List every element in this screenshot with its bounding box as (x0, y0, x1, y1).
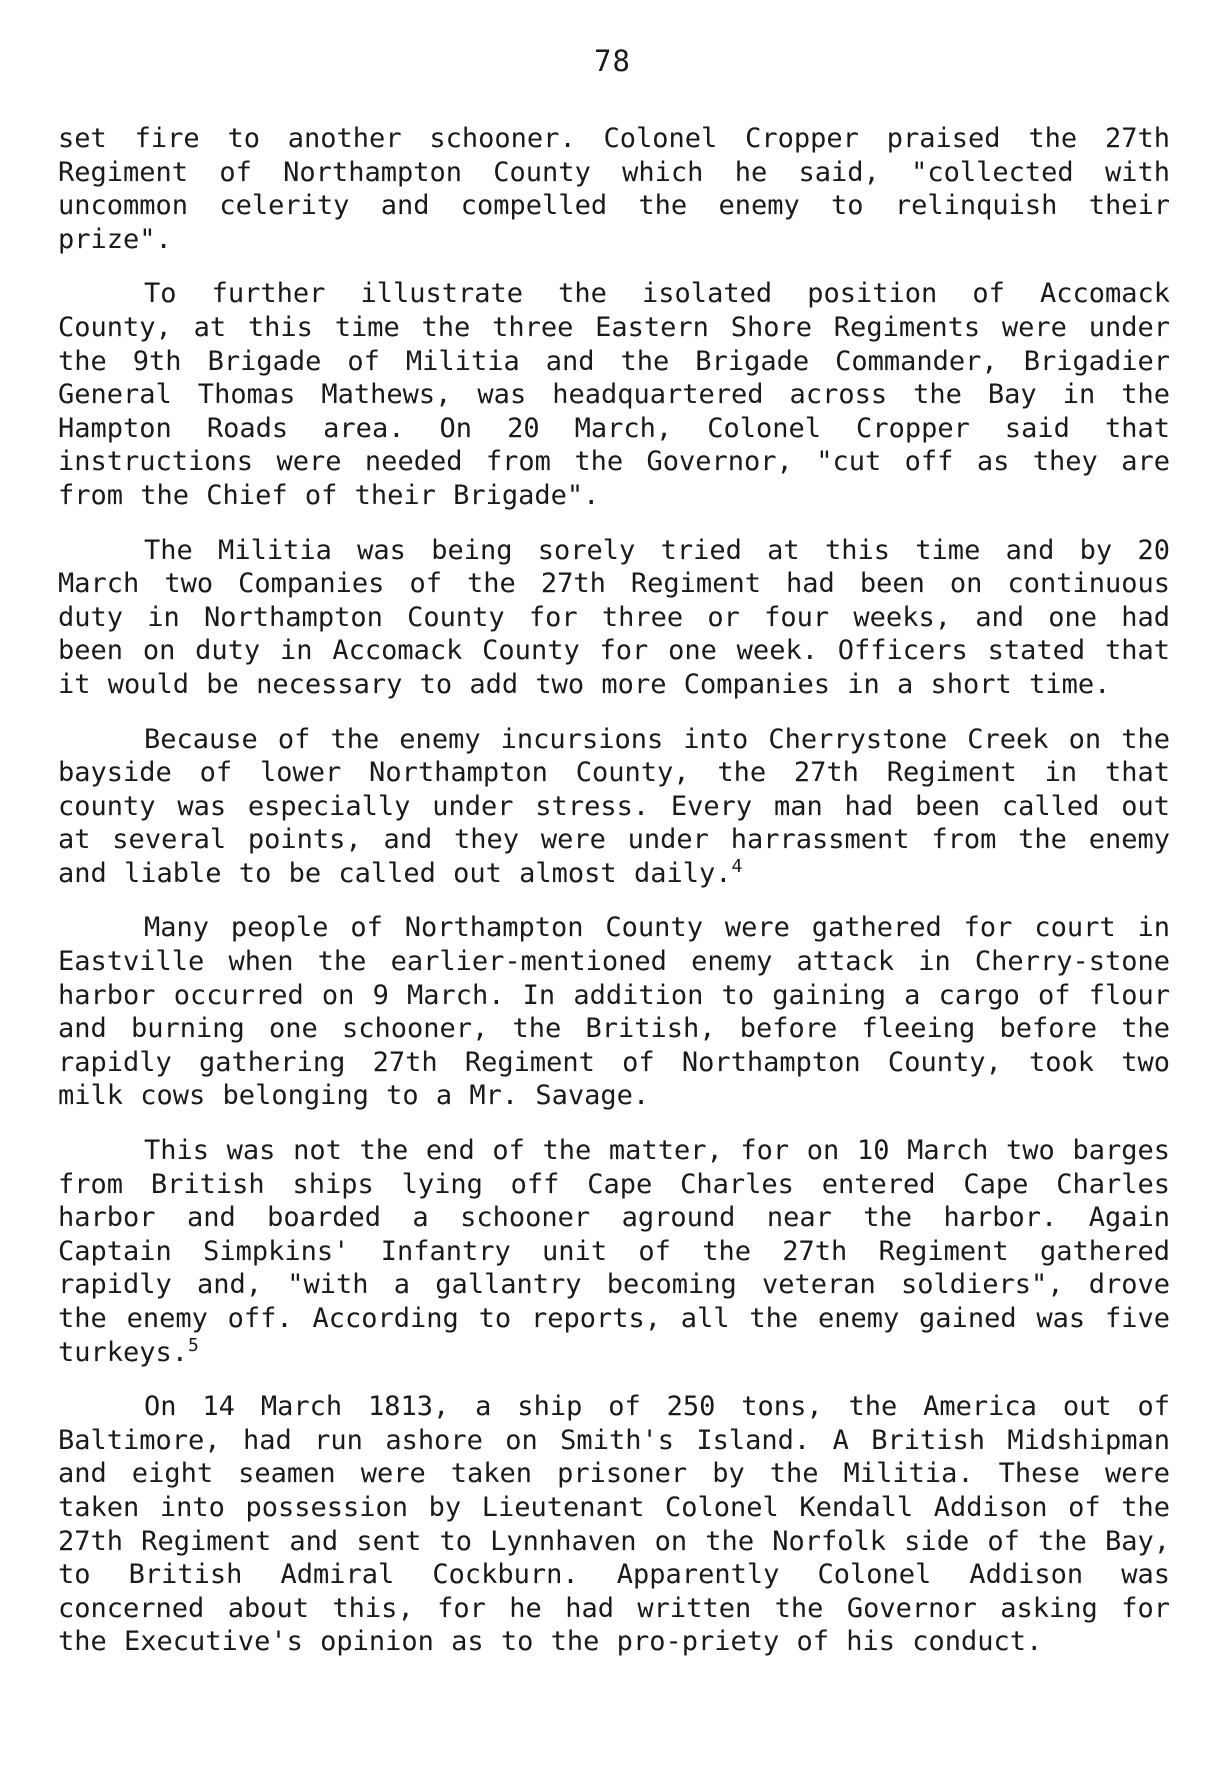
paragraph (58, 534, 1170, 702)
paragraph (58, 1134, 1170, 1369)
paragraph (58, 911, 1170, 1113)
paragraph (58, 723, 1170, 891)
footnote-marker: 4 (731, 855, 743, 877)
paragraph-text: This was not the end of the matter, for on 10 March two barges from British ships lying off Cape Charles entered Cape Charles harbor and boarded a schooner aground near the harbor. Again Captain Simpkins' Infantry unit of the 27th Regiment gathered rapidly and, "with a gallantry becoming veteran soldiers", drove the enemy off. According to reports, all the enemy gained was five turkeys. (58, 1135, 1170, 1368)
footnote-marker: 5 (188, 1334, 199, 1356)
paragraph-text: Many people of Northampton County were gathered for court in Eastville when the earlier-mentioned enemy attack in Cherry-stone harbor occurred on 9 March. In addition to gaining a cargo of flour and burning one schooner, the British, before fleeing before the rapidly gathering 27th Regiment of Northampton County, took two milk cows belonging to a Mr. Savage. (58, 912, 1170, 1112)
page-number: 78 (594, 44, 631, 78)
paragraph-text: Because of the enemy incursions into Cherrystone Creek on the bayside of lower Northampton County, the 27th Regiment in that county was especially under stress. Every man had been called out at several points, and they were under harrassment from the enemy and liable to be called out almost daily. (58, 723, 1170, 889)
paragraph-text: On 14 March 1813, a ship of 250 tons, the America out of Baltimore, had run ashore on Smith's Island. A British Midshipman and eight seamen were taken prisoner by the Militia. These were taken into possession by Lieutenant Colonel Kendall Addison of the 27th Regiment and sent to Lynnhaven on the Norfolk side of the Bay, to British Admiral Cockburn. Apparently Colonel Addison was concerned about this, for he had written the Governor asking for the Executive's opinion as to the pro-priety of his conduct. (58, 1391, 1170, 1658)
body-text (58, 122, 1170, 1680)
paragraph-text: To further illustrate the isolated position of Accomack County, at this time the three Eastern Shore Regiments were under the 9th Brigade of Militia and the Brigade Commander, Brigadier General Thomas Mathews, was headquartered across the Bay in the Hampton Roads area. On 20 March, Colonel Cropper said that instructions were needed from the Governor, "cut off as they are from the Chief of their Brigade". (58, 278, 1170, 511)
paragraph (58, 122, 1170, 256)
paragraph (58, 277, 1170, 512)
paragraph-text: set fire to another schooner. Colonel Cropper praised the 27th Regiment of Northampton County which he said, "collected with uncommon celerity and compelled the enemy to relinquish their prize". (58, 123, 1170, 255)
paragraph-text: The Militia was being sorely tried at this time and by 20 March two Companies of the 27th Regiment had been on continuous duty in Northampton County for three or four weeks, and one had been on duty in Accomack County for one week. Officers stated that it would be necessary to add two more Companies in a short time. (58, 534, 1170, 700)
paragraph (58, 1390, 1170, 1659)
